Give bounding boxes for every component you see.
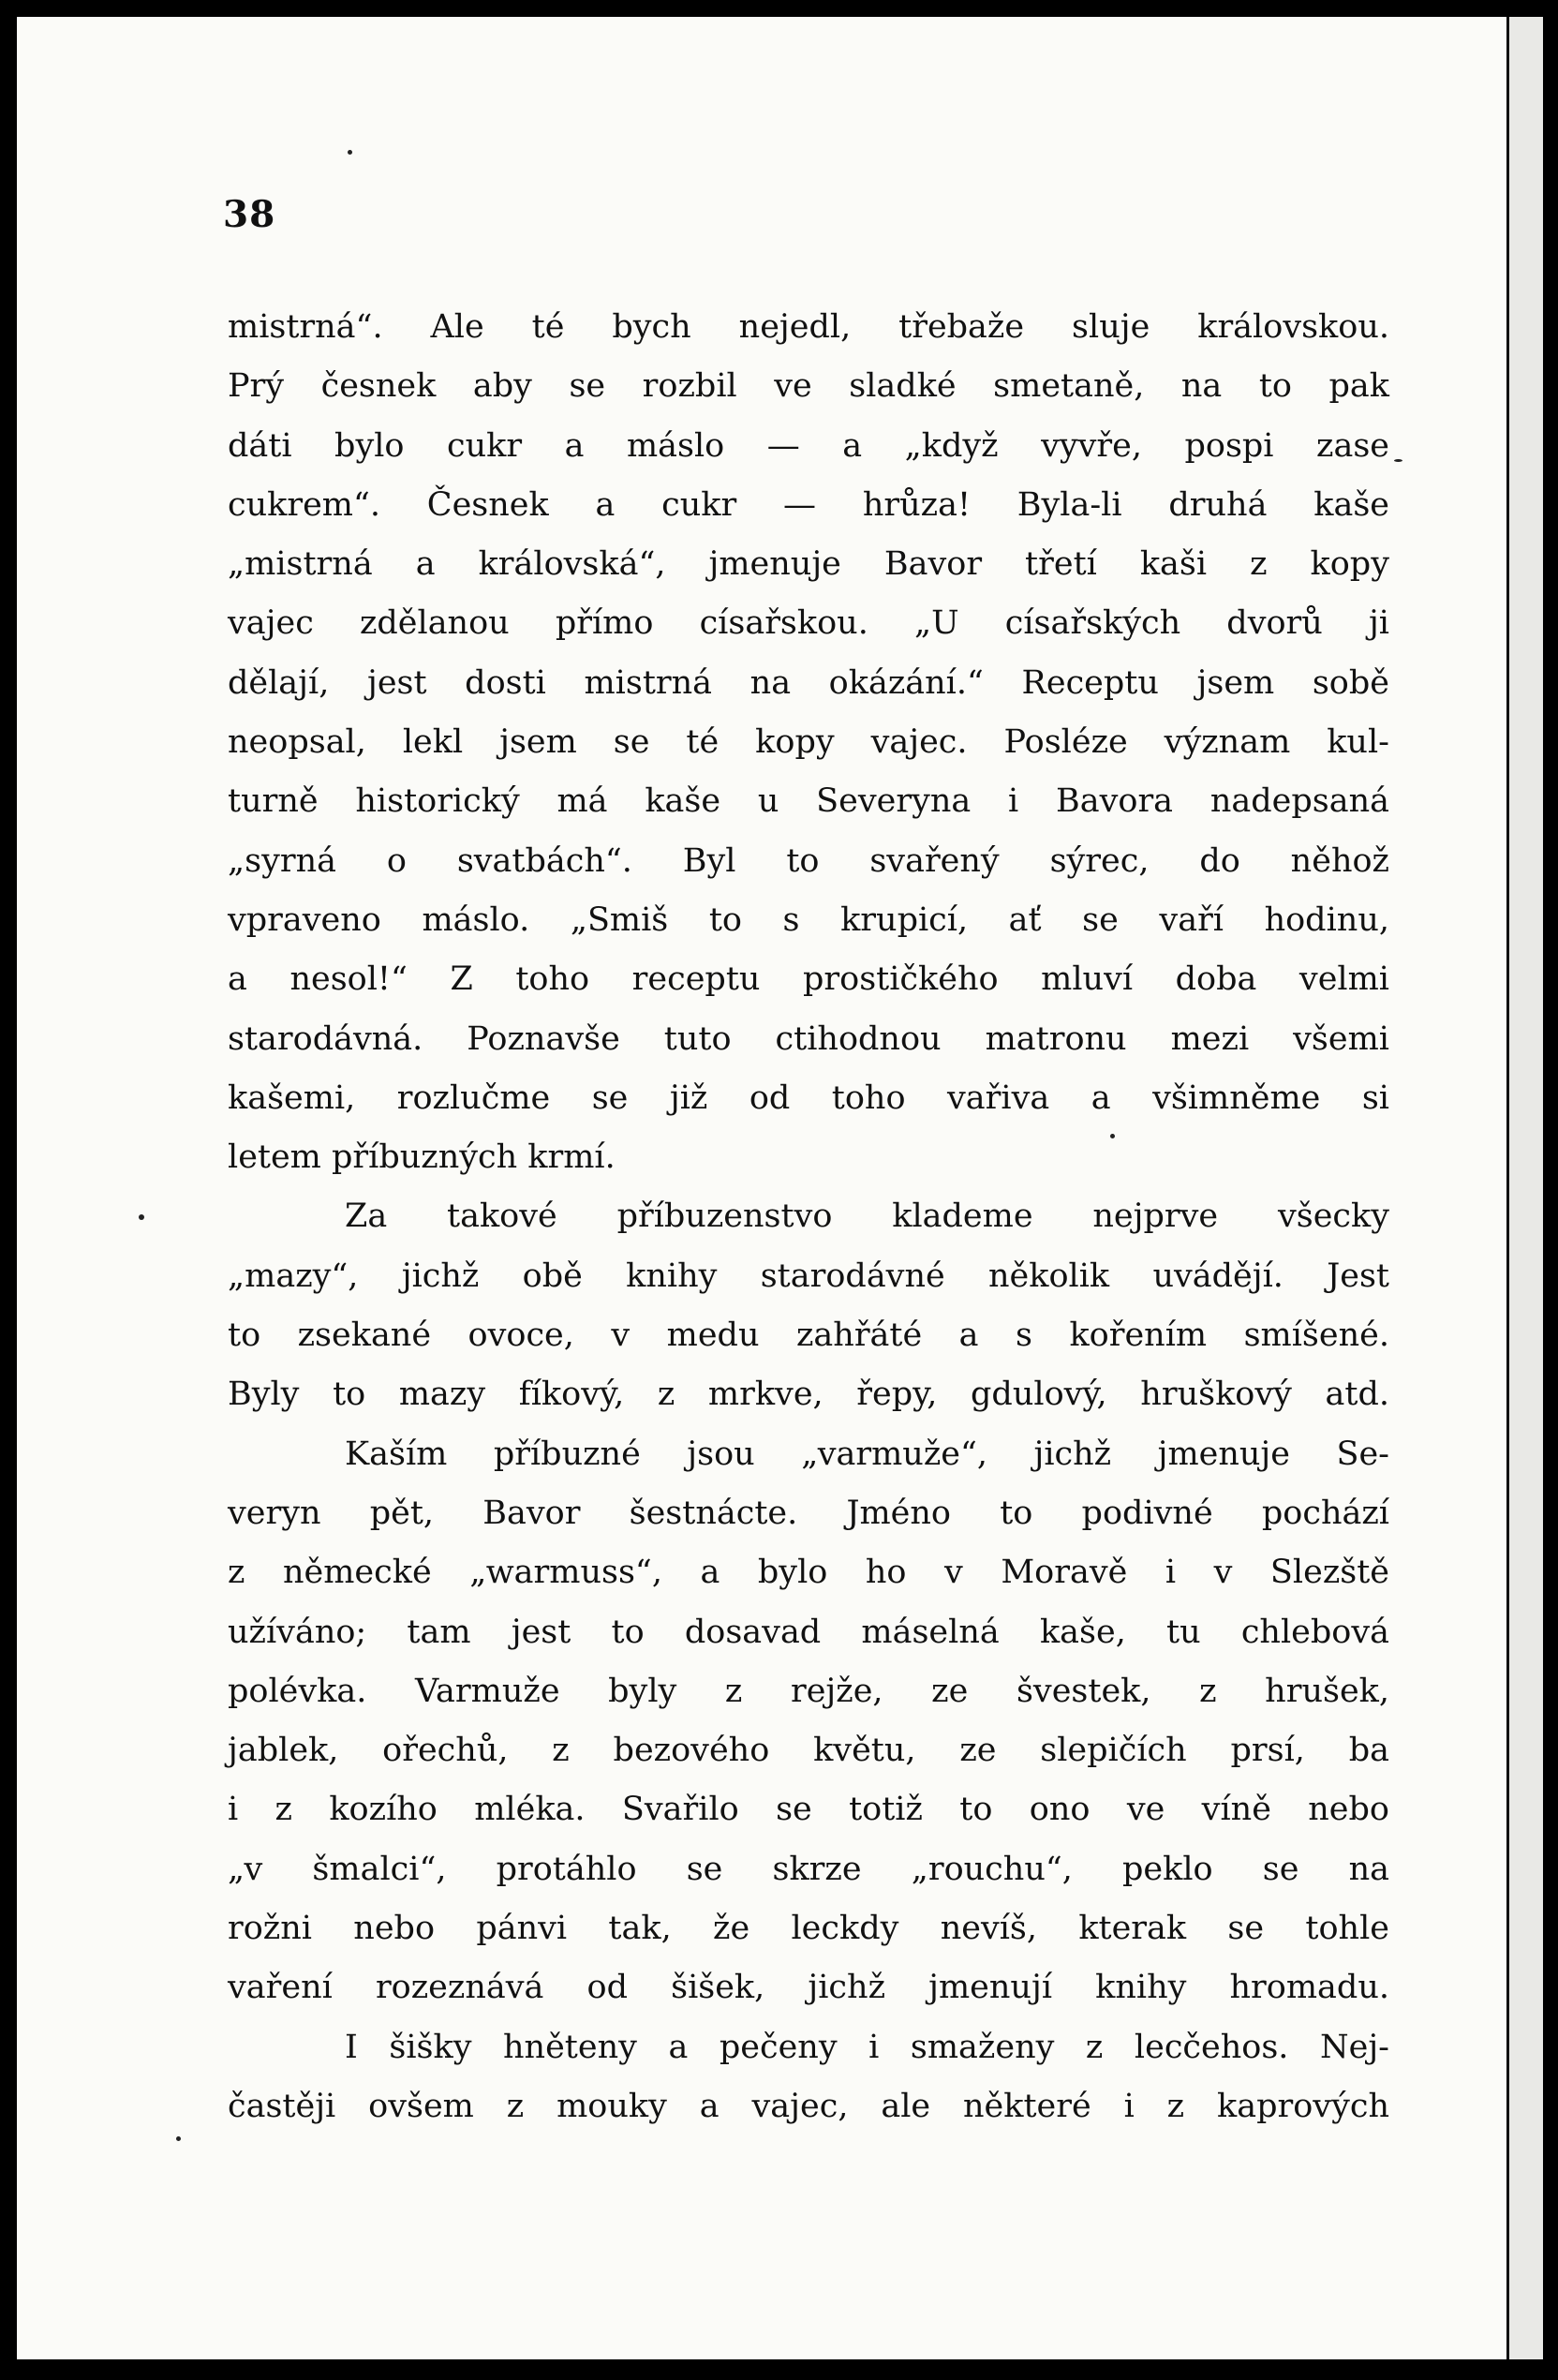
text-line: I šišky hněteny a pečeny i smaženy z lecčehos. Nej- [345,2028,1389,2066]
text-line: jablek, ořechů, z bezového květu, ze slepičích prsí, ba [228,1732,1389,1770]
book-page [17,17,1506,2359]
text-line: „mazy“, jichž obě knihy starodávné několik uvádějí. Jest [228,1257,1389,1295]
text-line: „v šmalci“, protáhlo se skrze „rouchu“, peklo se na [228,1850,1389,1888]
text-line: turně historický má kaše u Severyna i Bavora nadepsaná [228,782,1389,821]
text-line: neopsal, lekl jsem se té kopy vajec. Posléze význam kul- [228,723,1389,762]
text-line: kašemi, rozlučme se již od toho vařiva a všimněme si [228,1078,1389,1117]
text-line: Kaším příbuzné jsou „varmuže“, jichž jmenuje Se- [345,1435,1389,1473]
print-speck [1110,1134,1115,1138]
page-edge [1506,17,1543,2359]
text-line: dáti bylo cukr a máslo — a „když vyvře, pospi zase [228,426,1389,465]
page-number: 38 [223,193,276,236]
text-line: vajec zdělanou přímo císařskou. „U císařských dvorů ji [228,604,1389,643]
text-line: letem příbuzných krmí. [228,1138,616,1177]
text-line: cukrem“. Česnek a cukr — hrůza! Byla-li druhá kaše [228,485,1389,524]
text-line: užíváno; tam jest to dosavad máselná kaše, tu chlebová [228,1613,1389,1651]
text-line: „syrná o svatbách“. Byl to svařený sýrec, do něhož [228,841,1389,880]
text-line: Byly to mazy fíkový, z mrkve, řepy, gdulový, hruškový atd. [228,1376,1389,1414]
text-line: z německé „warmuss“, a bylo ho v Moravě i v Slezště [228,1554,1389,1592]
text-line: vaření rozeznává od šišek, jichž jmenují knihy hromadu. [228,1969,1389,2007]
text-line: „mistrná a královská“, jmenuje Bavor třetí kaši z kopy [228,545,1389,584]
text-line: polévka. Varmuže byly z rejže, ze švestek, z hrušek, [228,1672,1389,1710]
text-line: veryn pět, Bavor šestnácte. Jméno to podivné pochází [228,1494,1389,1532]
body-text [228,298,1389,2136]
text-line: to zsekané ovoce, v medu zahřáté a s kořením smíšené. [228,1316,1389,1355]
text-line: a nesol!“ Z toho receptu prostičkého mluví doba velmi [228,960,1389,999]
text-line: starodávná. Poznavše tuto ctihodnou matronu mezi všemi [228,1019,1389,1058]
print-speck [348,150,352,155]
print-speck [139,1214,144,1220]
text-line: vpraveno máslo. „Smiš to s krupicí, ať se vaří hodinu, [228,900,1389,939]
print-speck [1394,459,1402,462]
text-line: častěji ovšem z mouky a vajec, ale některé i z kaprových [228,2087,1389,2125]
text-line: rožni nebo pánvi tak, že leckdy nevíš, kterak se tohle [228,1910,1389,1948]
text-line: mistrná“. Ale té bych nejedl, třebaže sluje královskou. [228,308,1389,346]
print-speck [176,2136,181,2141]
text-line: i z kozího mléka. Svařilo se totiž to ono ve víně nebo [228,1791,1389,1829]
text-line: Prý česnek aby se rozbil ve sladké smetaně, na to pak [228,367,1389,406]
text-line: Za takové příbuzenstvo klademe nejprve všecky [345,1197,1389,1236]
text-line: dělají, jest dosti mistrná na okázání.“ Receptu jsem sobě [228,663,1389,702]
